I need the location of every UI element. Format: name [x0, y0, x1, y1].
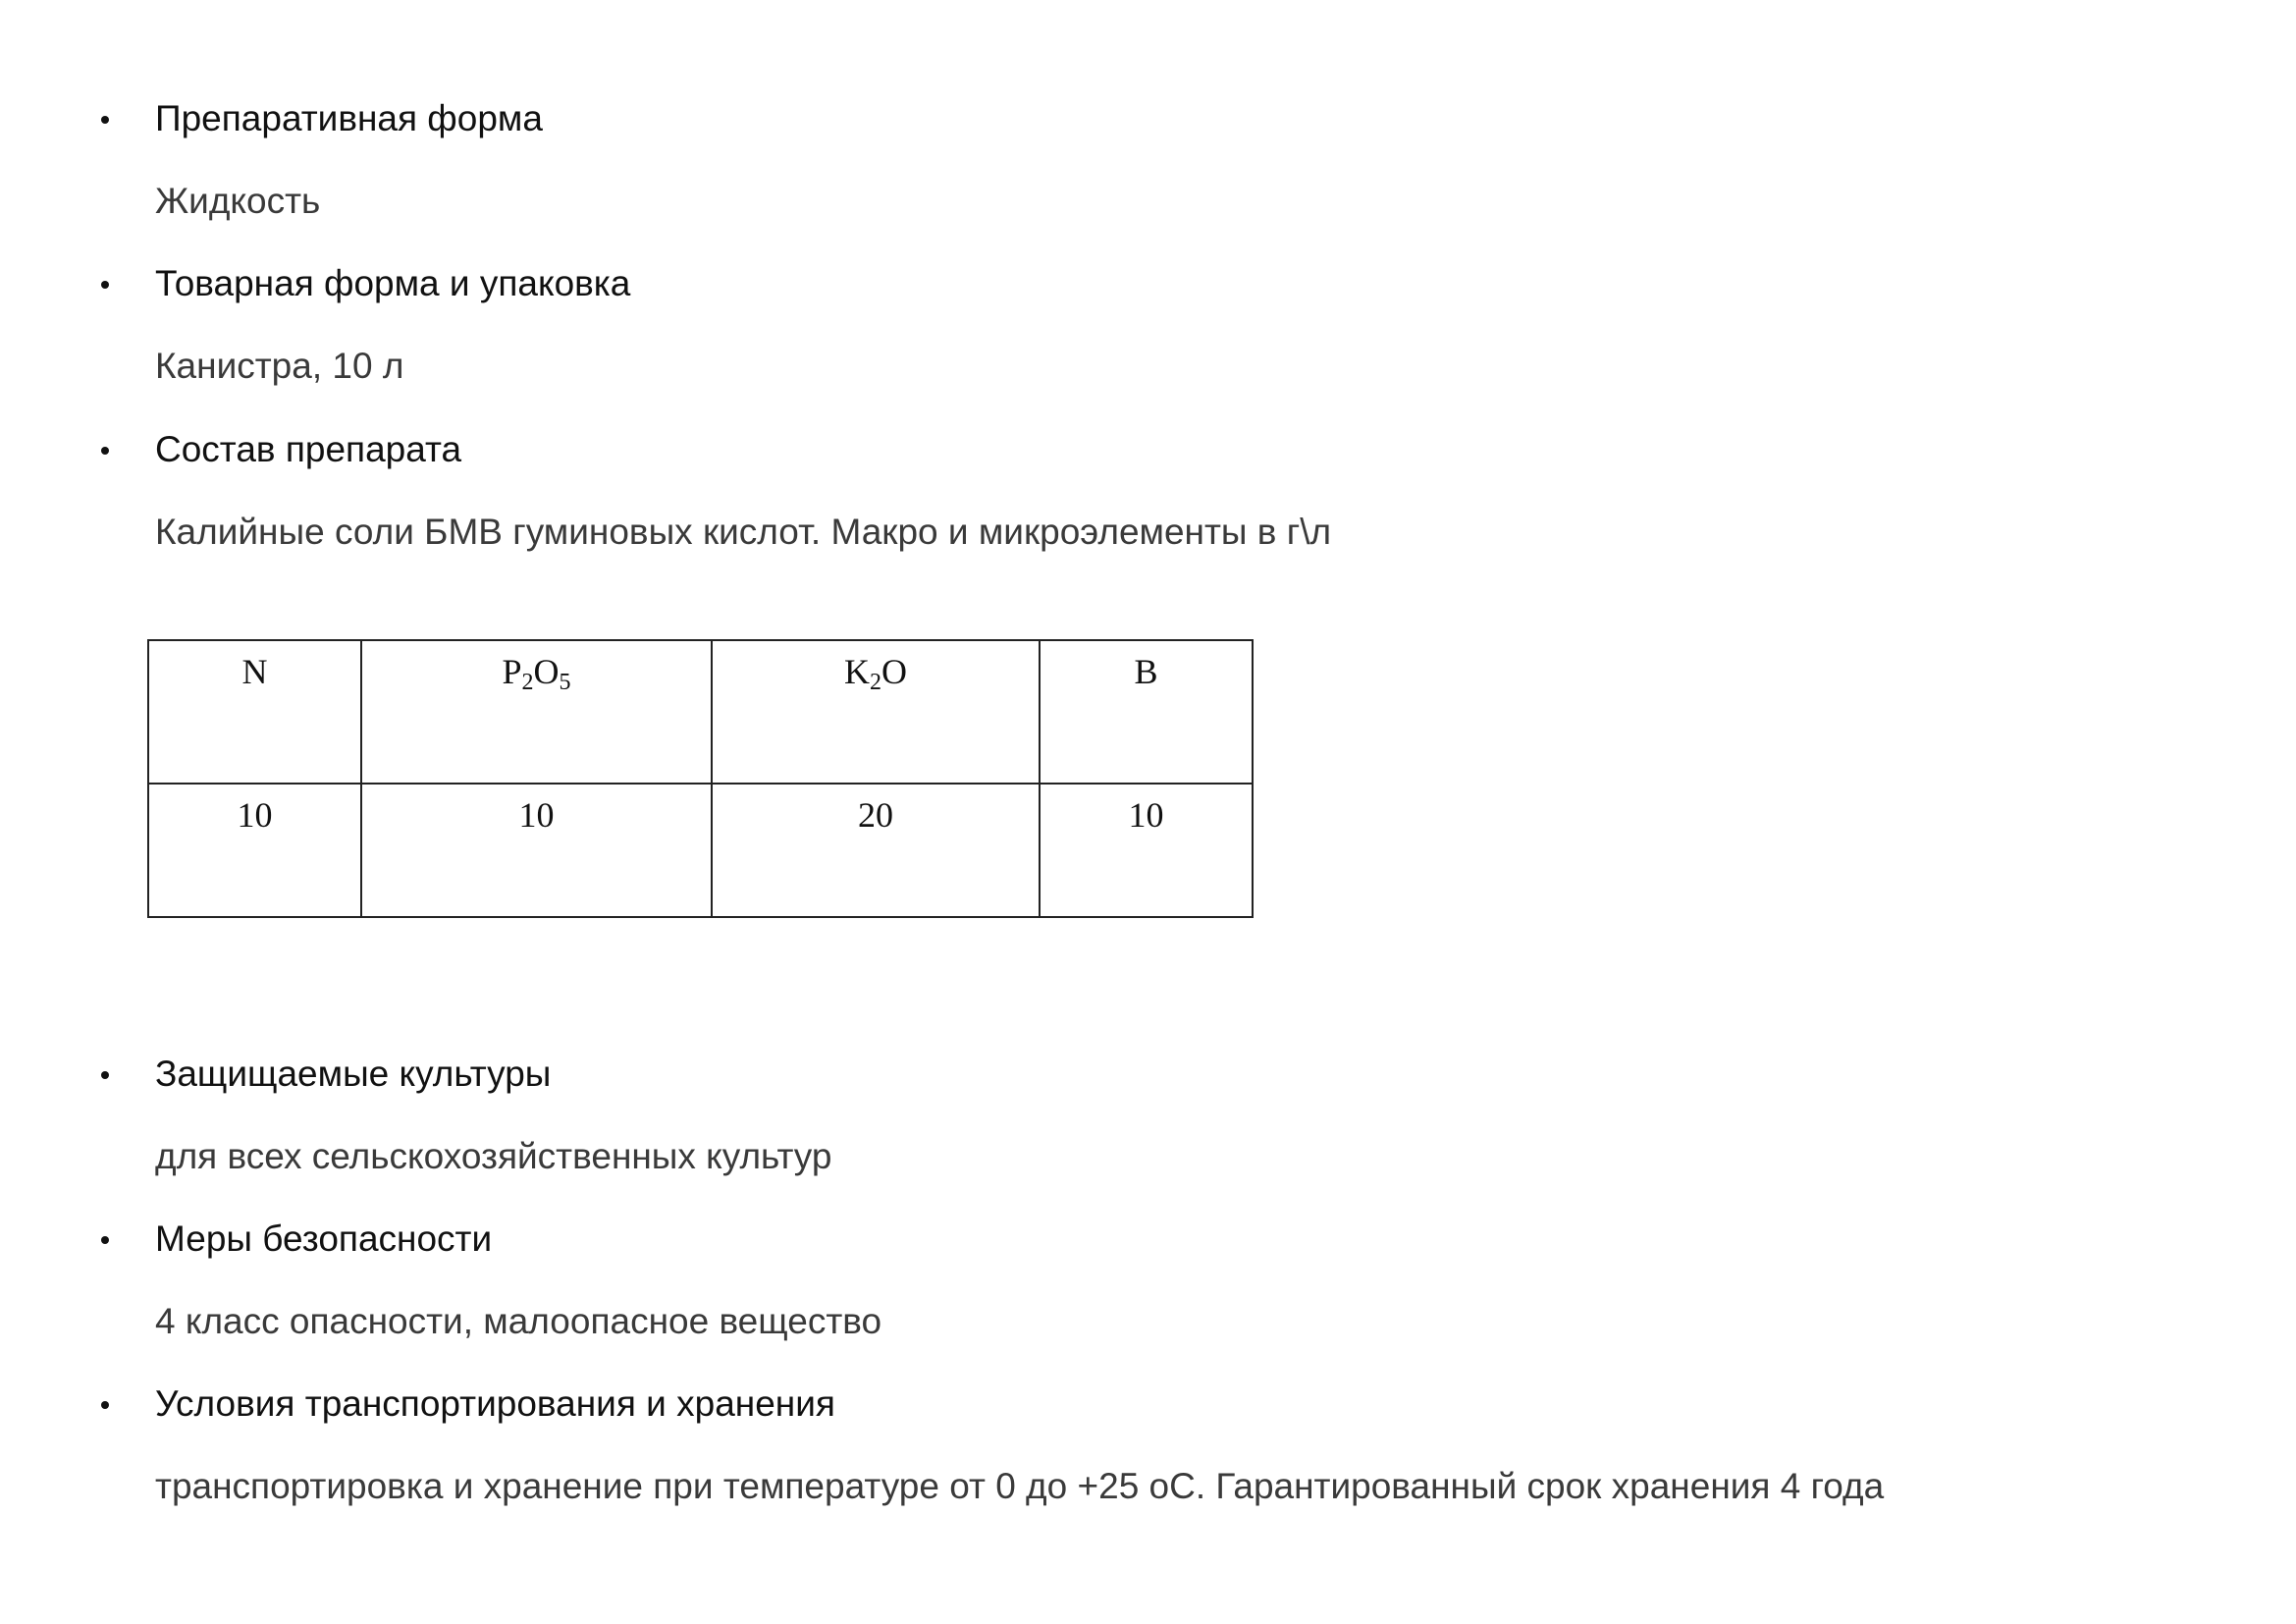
section-value: транспортировка и хранение при температуре от 0 до +25 оС. Гарантированный срок хранения 4 года [155, 1466, 1885, 1506]
composition-table [147, 639, 1254, 918]
section-value: 4 класс опасности, малоопасное вещество [155, 1301, 882, 1341]
section-packaging [0, 259, 2160, 308]
section-heading: Товарная форма и упаковка [155, 263, 631, 303]
section-value: Калийные соли БМВ гуминовых кислот. Макро и микроэлементы в г\л [155, 512, 1332, 552]
section-dosage-form [0, 94, 2160, 143]
section-value: для всех сельскохозяйственных культур [155, 1136, 832, 1176]
section-storage [0, 1380, 2160, 1429]
bullet-icon [101, 1071, 109, 1079]
bullet-icon [101, 1236, 109, 1244]
section-value: Жидкость [155, 181, 321, 221]
section-heading: Защищаемые культуры [155, 1054, 552, 1094]
table-header-cell: B [1040, 640, 1253, 784]
bullet-icon [101, 1401, 109, 1409]
table-header-cell: N [148, 640, 361, 784]
section-heading: Состав препарата [155, 429, 462, 469]
table-cell: 10 [148, 784, 361, 917]
section-composition [0, 425, 2160, 474]
section-heading: Меры безопасности [155, 1218, 493, 1259]
bullet-icon [101, 447, 109, 455]
bullet-icon [101, 281, 109, 289]
table-header-cell: $K_2O$ [712, 640, 1040, 784]
section-value: Канистра, 10 л [155, 346, 404, 386]
table-header-cell: $P_2O_5$ [361, 640, 712, 784]
table-header-row [148, 640, 1253, 784]
table-row [148, 784, 1253, 917]
section-heading: Условия транспортирования и хранения [155, 1383, 835, 1424]
section-crops [0, 1050, 2160, 1099]
table-cell: 10 [1040, 784, 1253, 917]
section-safety [0, 1215, 2160, 1264]
bullet-icon [101, 116, 109, 124]
table-cell: 20 [712, 784, 1040, 917]
table-cell: 10 [361, 784, 712, 917]
section-heading: Препаративная форма [155, 98, 543, 138]
